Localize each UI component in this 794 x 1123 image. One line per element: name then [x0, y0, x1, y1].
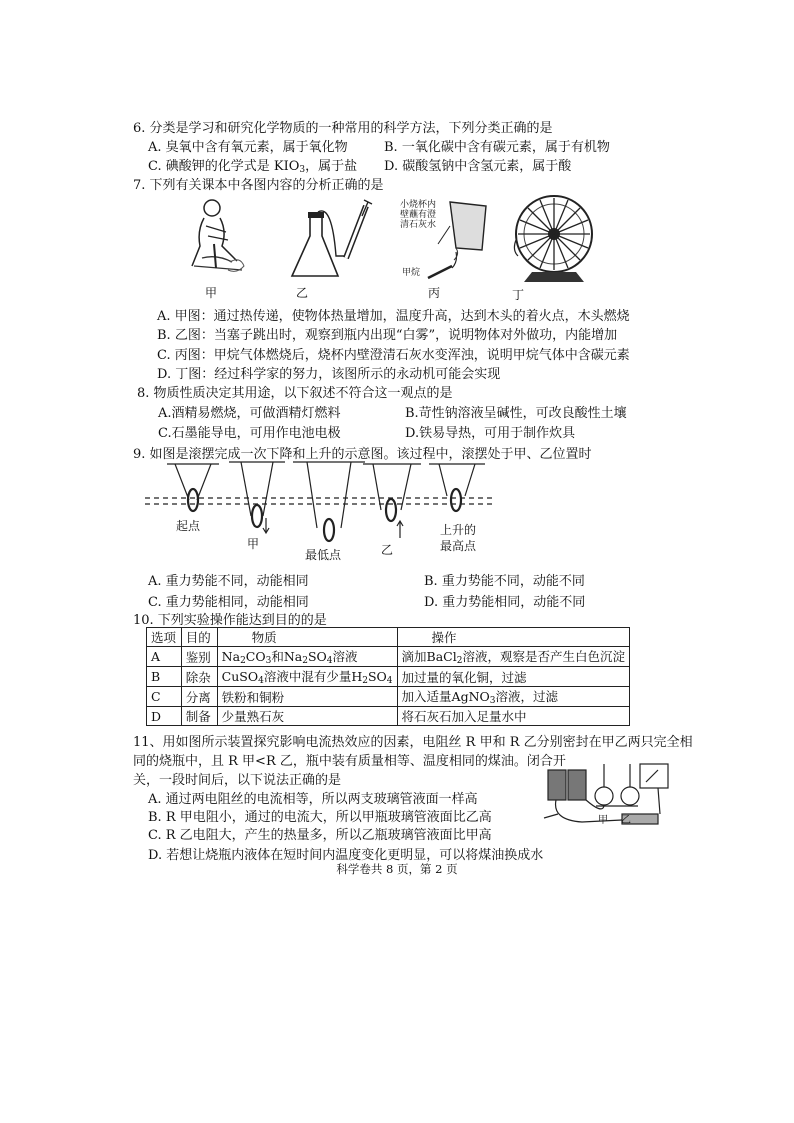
table-header: 物质 — [217, 628, 397, 647]
table-cell: 分离 — [181, 687, 217, 707]
q9-option-b: B. 重力势能不同，动能不同 — [424, 574, 585, 589]
q9-stem: 9. 如图是滚摆完成一次下降和上升的示意图。该过程中，滚摆处于甲、乙位置时 — [133, 447, 592, 462]
page-footer: 科学卷共 8 页，第 2 页 — [336, 862, 458, 876]
table-header: 目的 — [181, 628, 217, 647]
q7-beaker-note: 小烧杯内 壁蘸有澄 清石灰水 — [400, 200, 437, 230]
table-cell: C — [147, 687, 182, 707]
q7-fig-ding-wheel — [506, 190, 602, 284]
table-cell: 铁粉和铜粉 — [217, 687, 397, 707]
q7-gas-label: 甲烷 — [402, 268, 421, 278]
table-cell: 将石灰石加入足量水中 — [397, 707, 629, 726]
table-cell: CuSO$_4$溶液中混有少量$H_2SO_4$ — [217, 667, 397, 687]
q9-label-jia: 甲 — [247, 537, 260, 551]
q11-option-b: B. R 甲电阻小，通过的电流大，所以甲瓶玻璃管液面比乙高 — [148, 810, 492, 825]
q7-fig-label-jia: 甲 — [205, 286, 218, 300]
q7-option-a: A. 甲图：通过热传递，使物体热量增加，温度升高，达到木头的着火点，木头燃烧 — [157, 309, 630, 324]
q8-option-a: A.酒精易燃烧，可做酒精灯燃料 — [158, 406, 341, 421]
q9-label-lowest: 最低点 — [305, 548, 342, 562]
table-cell: $Na_2CO_3$和$Na_2SO_4$溶液 — [217, 647, 397, 667]
table-cell: 加过量的氧化铜，过滤 — [397, 667, 629, 687]
q6-option-c: C. 碘酸钾的化学式是 $KIO_3$，属于盐 — [148, 159, 358, 175]
q9-label-start: 起点 — [176, 519, 201, 533]
q9-option-a: A. 重力势能不同，动能相同 — [148, 574, 309, 589]
q8-option-c: C.石墨能导电，可用作电池电极 — [158, 426, 341, 441]
q9-label-yi: 乙 — [381, 543, 394, 557]
table-cell: 鉴别 — [181, 647, 217, 667]
q11-fig-label-yi: 乙 — [621, 815, 631, 826]
q7-fig-label-yi: 乙 — [296, 286, 309, 300]
q7-stem: 7. 下列有关课本中各图内容的分析正确的是 — [133, 178, 384, 193]
q6-option-a: A. 臭氧中含有氧元素，属于氧化物 — [148, 140, 348, 155]
table-row — [147, 647, 630, 667]
q11-fig-label-jia: 甲 — [598, 815, 608, 826]
q9-option-c: C. 重力势能相同，动能相同 — [148, 595, 309, 610]
table-header: 操作 — [397, 628, 629, 647]
q6-option-d: D. 碳酸氢钠中含氢元素，属于酸 — [384, 159, 572, 174]
q8-option-d: D.铁易导热，可用于制作炊具 — [405, 426, 576, 441]
table-cell: B — [147, 667, 182, 687]
q8-stem: 8. 物质性质决定其用途，以下叙述不符合这一观点的是 — [137, 386, 453, 401]
q9-option-d: D. 重力势能相同，动能不同 — [424, 595, 586, 610]
q8-option-b: B.苛性钠溶液呈碱性，可改良酸性土壤 — [405, 406, 627, 421]
q11-option-a: A. 通过两电阻丝的电流相等，所以两支玻璃管液面一样高 — [148, 792, 478, 807]
q7-fig-label-ding: 丁 — [512, 288, 525, 302]
q7-option-c: C. 丙图：甲烷气体燃烧后，烧杯内壁澄清石灰水变浑浊，说明甲烷气体中含碳元素 — [157, 348, 630, 363]
table-cell: 制备 — [181, 707, 217, 726]
table-cell: 加入适量AgNO$_3$溶液，过滤 — [397, 687, 629, 707]
q7-fig-yi-flask-pump — [288, 196, 378, 284]
table-cell: 滴加BaCl$_2$溶液，观察是否产生白色沉淀 — [397, 647, 629, 667]
q7-fig-label-bing: 丙 — [428, 286, 441, 300]
q11-option-c: C. R 乙电阻大，产生的热量多，所以乙瓶玻璃管液面比甲高 — [148, 828, 492, 843]
table-cell: 除杂 — [181, 667, 217, 687]
q10-experiment-table — [146, 627, 630, 726]
table-row — [147, 707, 630, 726]
q11-stem-line3: 关，一段时间后，以下说法正确的是 — [133, 773, 342, 788]
table-cell: D — [147, 707, 182, 726]
q11-stem-line2: 同的烧瓶中，且 R 甲<R 乙，瓶中装有质量相等、温度相同的煤油。闭合开 — [133, 754, 566, 769]
q9-label-highest: 上升的 最高点 — [440, 523, 477, 553]
table-cell: 少量熟石灰 — [217, 707, 397, 726]
q10-stem: 10. 下列实验操作能达到目的的是 — [133, 613, 327, 628]
q7-option-b: B. 乙图：当塞子跳出时，观察到瓶内出现“白雾”，说明物体对外做功，内能增加 — [157, 328, 618, 343]
q11-option-d: D. 若想让烧瓶内液体在短时间内温度变化更明显，可以将煤油换成水 — [148, 848, 544, 863]
table-cell: A — [147, 647, 182, 667]
q11-stem-line1: 11、用如图所示装置探究影响电流热效应的因素，电阻丝 R 甲和 R 乙分别密封在甲乙两只完全相 — [133, 735, 693, 750]
table-row — [147, 687, 630, 707]
table-header: 选项 — [147, 628, 182, 647]
table-header-row — [147, 628, 630, 647]
q6-stem: 6. 分类是学习和研究化学物质的一种常用的科学方法，下列分类正确的是 — [133, 121, 553, 136]
q7-option-d: D. 丁图：经过科学家的努力，该图所示的永动机可能会实现 — [157, 367, 501, 382]
table-row — [147, 667, 630, 687]
q6-option-b: B. 一氧化碳中含有碳元素，属于有机物 — [384, 140, 610, 155]
q7-fig-jia-illustration — [182, 196, 252, 278]
